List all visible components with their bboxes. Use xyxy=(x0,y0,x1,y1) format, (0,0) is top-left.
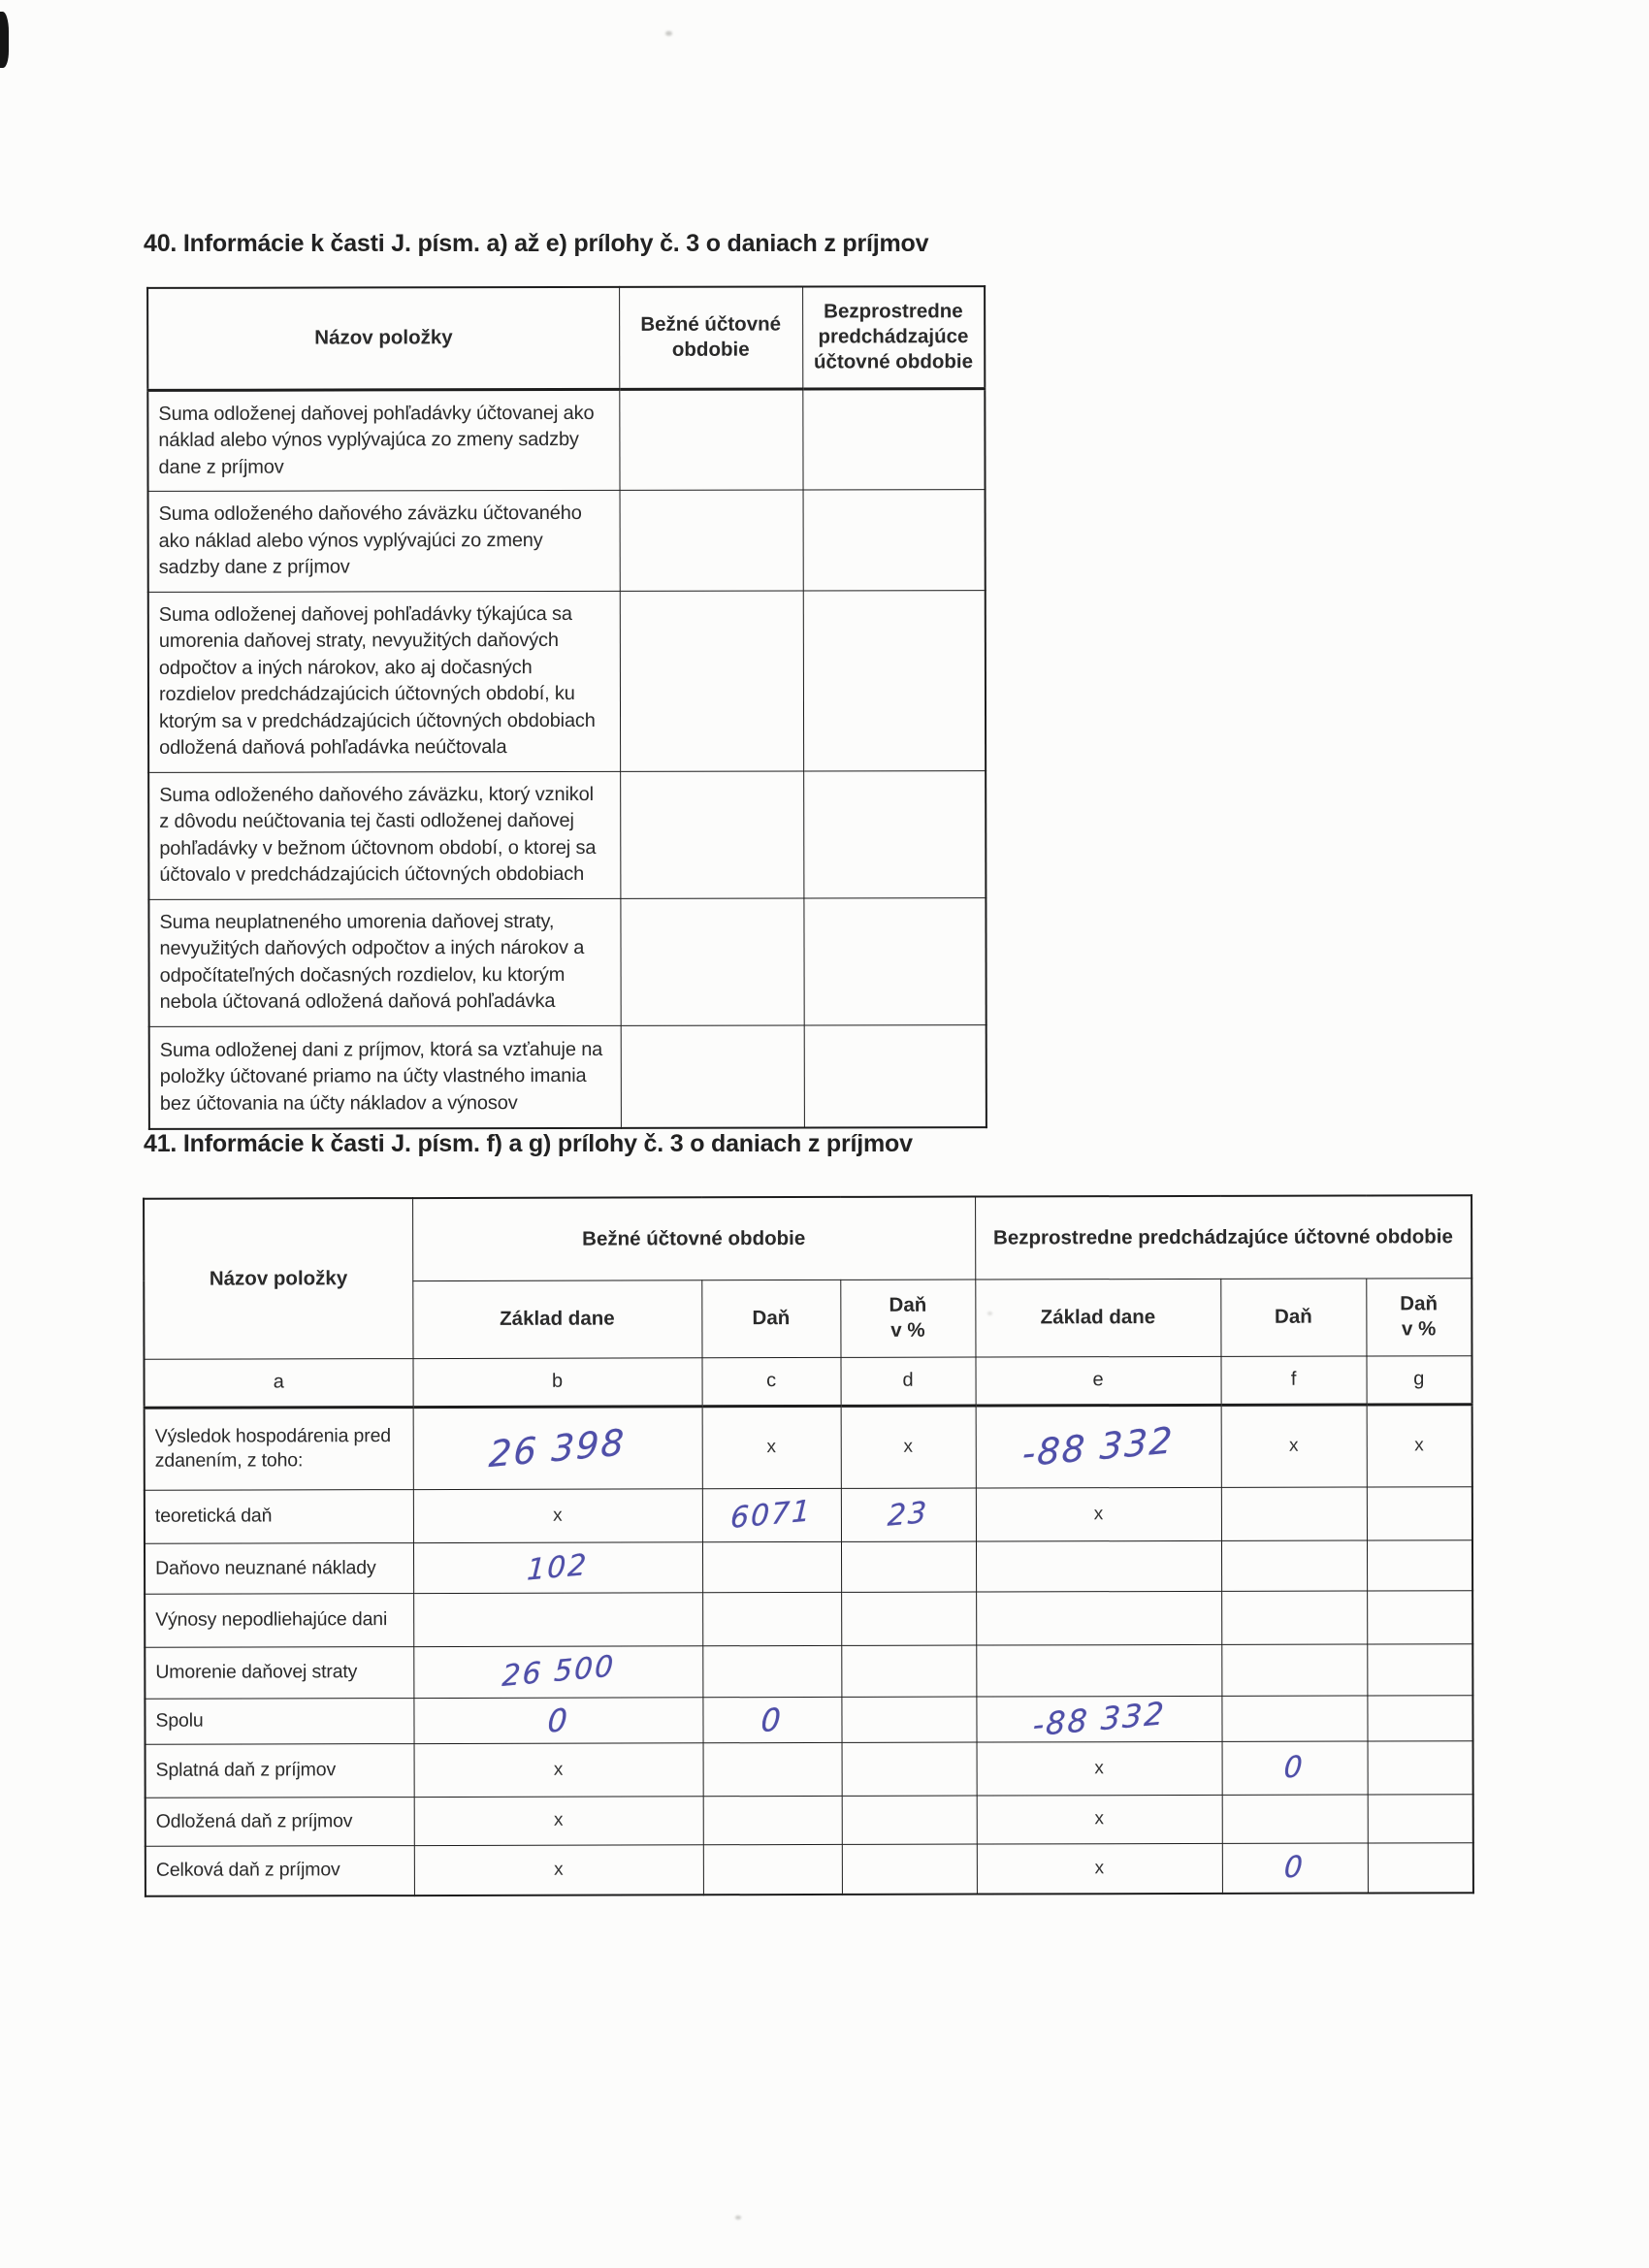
t41-cell-d xyxy=(842,1844,977,1895)
t41-letter-e: e xyxy=(976,1356,1221,1406)
t40-header-row xyxy=(147,286,985,390)
t41-cell-b xyxy=(413,1541,702,1593)
t41-cell-f xyxy=(1221,1539,1367,1590)
t41-subheader-tax-pct-current: Daň v % xyxy=(840,1280,975,1357)
handwritten-value: 0 xyxy=(1283,1749,1307,1786)
t41-cell-e xyxy=(976,1487,1221,1541)
t41-cell-c xyxy=(702,1697,841,1742)
t41-row-label: Výnosy nepodliehajúce dani xyxy=(145,1593,413,1647)
t40-row-label: Suma neuplatneného umorenia daňovej straty, nevyužitých daňových odpočtov a iných nárokov a odpočítateľných dočasných rozdielov, ku ktorým nebola účtovaná odložená daňová pohľadávka xyxy=(148,898,620,1026)
t41-row xyxy=(146,1740,1473,1798)
t41-cell-e xyxy=(976,1644,1221,1697)
t41-row xyxy=(145,1643,1472,1699)
handwritten-value: 6071 xyxy=(729,1494,814,1537)
t41-cell-e xyxy=(977,1843,1222,1895)
t41-row-label: teoretická daň xyxy=(145,1489,413,1543)
t41-cell-e xyxy=(976,1696,1221,1742)
t41-row-label: Výsledok hospodárenia pred zdanením, z toho: xyxy=(145,1407,413,1490)
t40-cell-previous xyxy=(803,770,986,897)
t41-cell-e xyxy=(976,1405,1221,1488)
t41-row xyxy=(146,1794,1473,1846)
t41-cell-f xyxy=(1222,1740,1368,1794)
t41-cell-f xyxy=(1222,1842,1368,1893)
t40-row-label: Suma odloženého daňového záväzku, ktorý vznikol z dôvodu neúčtovania tej časti odloženej daňovej pohľadávky v bežnom účtovnom období, o ktorej sa účtovalo v predchádzajúcich účtovných obdobiach xyxy=(148,771,620,899)
t41-letter-c: c xyxy=(701,1357,840,1406)
handwritten-value: 26 500 xyxy=(501,1649,616,1695)
t41-cell-c xyxy=(702,1645,841,1697)
not-applicable-x-mark: x xyxy=(1094,1808,1105,1830)
t41-header-name: Názov položky xyxy=(144,1198,412,1359)
section40-table xyxy=(146,285,987,1130)
not-applicable-x-mark: x xyxy=(766,1437,777,1458)
t41-cell-d xyxy=(841,1645,976,1697)
t41-row-label: Odložená daň z príjmov xyxy=(146,1797,414,1846)
t41-cell-c xyxy=(703,1844,842,1895)
not-applicable-x-mark: x xyxy=(1093,1503,1104,1524)
t41-cell-d xyxy=(842,1742,977,1796)
t41-row xyxy=(145,1539,1472,1594)
handwritten-value: 23 xyxy=(887,1495,930,1534)
scan-edge-artifact xyxy=(0,12,9,68)
not-applicable-x-mark: x xyxy=(553,1505,563,1526)
t40-row xyxy=(148,490,986,592)
t40-header-name: Názov položky xyxy=(147,287,619,390)
t41-row-label: Splatná daň z príjmov xyxy=(146,1743,414,1798)
handwritten-value: 0 xyxy=(546,1701,570,1740)
t41-cell-f xyxy=(1221,1643,1367,1695)
not-applicable-x-mark: x xyxy=(1094,1757,1104,1778)
t41-cell-g xyxy=(1367,1404,1472,1486)
not-applicable-x-mark: x xyxy=(554,1859,564,1880)
t41-header-current-period: Bežné účtovné obdobie xyxy=(412,1197,975,1281)
handwritten-value: 0 xyxy=(760,1700,785,1739)
section41-title: 41. Informácie k časti J. písm. f) a g) prílohy č. 3 o daniach z príjmov xyxy=(144,1130,913,1157)
t41-subheader-tax-pct-previous: Daň v % xyxy=(1366,1278,1471,1355)
t40-cell-current xyxy=(620,770,803,897)
t41-row xyxy=(145,1695,1472,1744)
not-applicable-x-mark: x xyxy=(1414,1435,1424,1456)
t40-row-label: Suma odloženého daňového záväzku účtovaného ako náklad alebo výnos vyplývajúci zo zmeny sadzby dane z príjmov xyxy=(148,490,620,592)
t41-cell-g xyxy=(1368,1740,1473,1794)
scan-speck xyxy=(735,2216,741,2219)
section40-title: 40. Informácie k časti J. písm. a) až e) prílohy č. 3 o daniach z príjmov xyxy=(144,230,929,257)
t41-cell-d xyxy=(841,1697,976,1742)
not-applicable-x-mark: x xyxy=(553,1759,564,1780)
t41-row xyxy=(146,1842,1473,1896)
t40-cell-previous xyxy=(803,897,986,1024)
t41-letter-f: f xyxy=(1221,1355,1367,1404)
t41-row-label: Umorenie daňovej straty xyxy=(145,1646,413,1699)
t40-cell-current xyxy=(620,897,803,1024)
t41-cell-c xyxy=(703,1742,842,1796)
t41-cell-b xyxy=(413,1406,702,1489)
t41-letter-d: d xyxy=(840,1357,975,1406)
t41-cell-f xyxy=(1222,1794,1368,1842)
t41-cell-b xyxy=(413,1645,702,1698)
t41-cell-d xyxy=(841,1541,976,1592)
not-applicable-x-mark: x xyxy=(553,1809,564,1831)
handwritten-value: -88 332 xyxy=(1021,1418,1176,1474)
t40-row-label: Suma odloženej daňovej pohľadávky týkajúca sa umorenia daňovej straty, nevyužitých daňových odpočtov a iných nárokov, ako aj dočasných rozdielov predchádzajúcich účtovných období, ku ktorým sa v predchádzajúcich účtovných obdobiach odložená daňová pohľadávka neúčtovala xyxy=(148,591,620,772)
t41-cell-c xyxy=(702,1592,841,1645)
t40-row xyxy=(148,770,986,899)
t40-cell-current xyxy=(619,388,802,490)
t41-cell-c xyxy=(702,1488,841,1541)
handwritten-value: 26 398 xyxy=(488,1420,628,1475)
t41-subheader-tax-previous: Daň xyxy=(1220,1278,1366,1355)
t41-cell-e xyxy=(977,1795,1222,1844)
scan-speck xyxy=(665,31,672,36)
t41-letter-a: a xyxy=(144,1358,412,1408)
t40-cell-previous xyxy=(803,490,986,591)
t41-cell-b xyxy=(414,1796,703,1845)
t40-row-label: Suma odloženej dani z príjmov, ktorá sa vzťahuje na položky účtované priamo na účty vlastného imania bez účtovania na účty nákladov a výnosov xyxy=(149,1025,621,1129)
t40-header-previous-period: Bezprostredne predchádzajúce účtovné obdobie xyxy=(802,286,985,388)
t41-row xyxy=(145,1486,1472,1543)
t40-cell-previous xyxy=(803,590,986,770)
t41-cell-b xyxy=(414,1844,703,1895)
not-applicable-x-mark: x xyxy=(1288,1435,1299,1456)
t40-row xyxy=(149,1024,986,1129)
t41-cell-g xyxy=(1368,1794,1473,1842)
t41-cell-f xyxy=(1221,1404,1367,1486)
t41-cell-g xyxy=(1367,1539,1472,1590)
t41-cell-g xyxy=(1367,1486,1472,1539)
t41-cell-g xyxy=(1368,1842,1473,1893)
t41-cell-d xyxy=(841,1592,976,1645)
t41-row xyxy=(145,1404,1472,1490)
t41-cell-b xyxy=(414,1742,703,1797)
t41-cell-e xyxy=(976,1540,1221,1592)
t41-cell-f xyxy=(1221,1590,1367,1643)
handwritten-value: -88 332 xyxy=(1031,1694,1167,1744)
not-applicable-x-mark: x xyxy=(1094,1857,1105,1878)
t41-cell-g xyxy=(1367,1643,1472,1695)
t41-cell-c xyxy=(702,1541,841,1592)
t41-cell-d xyxy=(841,1406,976,1488)
t40-cell-current xyxy=(620,590,803,770)
t41-letter-b: b xyxy=(412,1357,701,1407)
t41-cell-b xyxy=(413,1488,702,1542)
t40-cell-previous xyxy=(802,388,985,490)
t41-cell-g xyxy=(1367,1695,1472,1740)
t41-header-previous-period: Bezprostredne predchádzajúce účtovné obdobie xyxy=(975,1195,1471,1279)
t41-row-label: Spolu xyxy=(145,1698,413,1744)
t41-cell-e xyxy=(976,1591,1221,1645)
t41-cell-f xyxy=(1221,1695,1367,1740)
t41-letter-g: g xyxy=(1367,1355,1472,1404)
t40-cell-previous xyxy=(804,1024,986,1127)
t41-row-label: Daňovo neuznané náklady xyxy=(145,1542,413,1594)
t41-group-header-row xyxy=(144,1195,1471,1281)
t40-row xyxy=(147,388,985,491)
t40-header-current-period: Bežné účtovné obdobie xyxy=(619,286,802,388)
t40-row-label: Suma odloženej daňovej pohľadávky účtovanej ako náklad alebo výnos vyplývajúca zo zmeny sadzby dane z príjmov xyxy=(147,389,619,492)
t40-row xyxy=(148,897,986,1026)
t41-cell-g xyxy=(1367,1590,1472,1643)
t40-row xyxy=(148,590,986,772)
t41-cell-f xyxy=(1221,1486,1367,1539)
t41-cell-c xyxy=(702,1406,841,1488)
t41-cell-b xyxy=(413,1697,702,1743)
t41-subheader-tax-current: Daň xyxy=(701,1280,840,1357)
t41-row xyxy=(145,1590,1472,1647)
t41-cell-e xyxy=(977,1741,1222,1796)
handwritten-value: 0 xyxy=(1283,1849,1307,1887)
t41-subheader-tax-base-current: Základ dane xyxy=(412,1280,701,1358)
t41-cell-d xyxy=(842,1796,977,1844)
t41-cell-b xyxy=(413,1592,702,1646)
t41-cell-c xyxy=(703,1796,842,1844)
t41-row-label: Celková daň z príjmov xyxy=(146,1845,414,1896)
t41-subheader-tax-base-previous: Základ dane xyxy=(975,1279,1220,1357)
not-applicable-x-mark: x xyxy=(903,1436,914,1457)
handwritten-value: 102 xyxy=(526,1547,590,1588)
t40-cell-current xyxy=(621,1024,804,1127)
t41-column-letter-row xyxy=(144,1355,1471,1408)
section41-table xyxy=(143,1194,1474,1897)
t40-cell-current xyxy=(620,490,803,591)
t41-cell-d xyxy=(841,1488,976,1541)
